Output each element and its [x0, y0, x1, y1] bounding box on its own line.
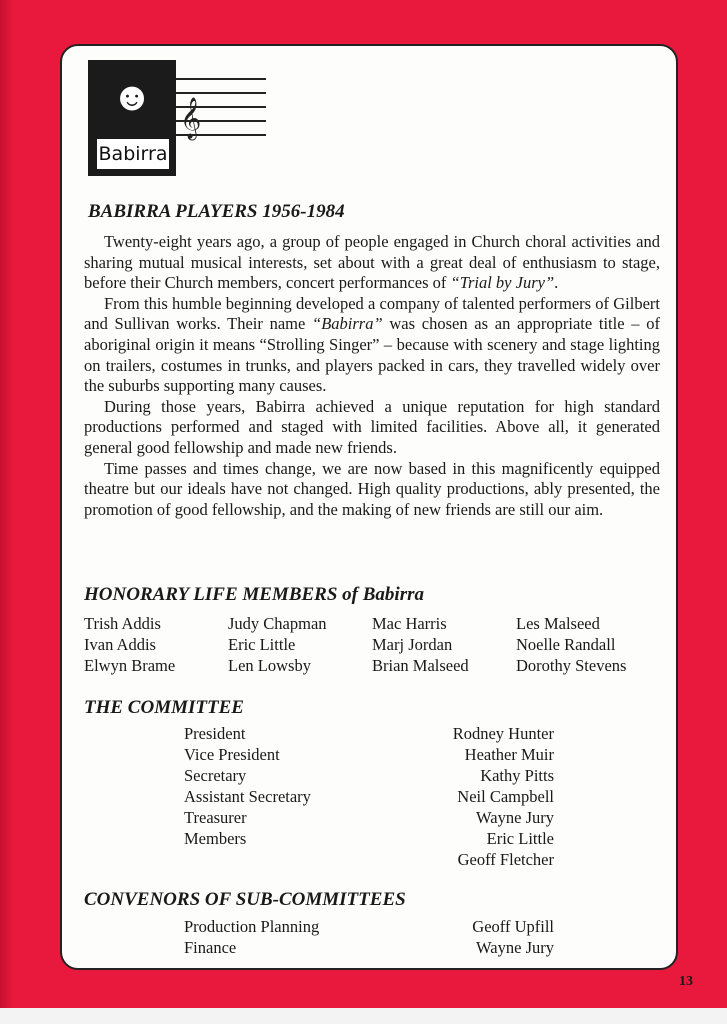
role-label: Secretary — [184, 766, 247, 785]
member-name: Dorothy Stevens — [516, 656, 627, 675]
member-name: Brian Malseed — [372, 656, 469, 675]
scan-margin — [0, 1008, 727, 1024]
convenors-list — [184, 916, 554, 958]
role-label: Assistant Secretary — [184, 787, 311, 806]
committee-list — [184, 723, 554, 870]
member-name: Eric Little — [228, 635, 296, 654]
member-name: Len Lowsby — [228, 656, 311, 675]
role-label: Production Planning — [184, 917, 320, 936]
member-name: Trish Addis — [84, 614, 161, 633]
person-name: Geoff Fletcher — [457, 850, 554, 869]
role-label: Treasurer — [184, 808, 247, 827]
committee-row — [184, 786, 554, 807]
page-number: 13 — [679, 974, 693, 989]
committee-row — [184, 765, 554, 786]
convenors-row — [184, 937, 554, 958]
member-name: Noelle Randall — [516, 635, 616, 654]
member-name: Mac Harris — [372, 614, 447, 633]
member-row — [84, 655, 660, 676]
role-label: Vice President — [184, 745, 280, 764]
babirra-logo — [88, 60, 266, 176]
committee-row — [184, 849, 554, 870]
member-row — [84, 613, 660, 634]
committee-row — [184, 723, 554, 744]
committee-heading: THE COMMITTEE — [84, 697, 244, 718]
person-name: Heather Muir — [464, 745, 554, 764]
page-binding-edge — [0, 0, 14, 1024]
honorary-members-list — [84, 613, 660, 676]
member-row — [84, 634, 660, 655]
page-title: BABIRRA PLAYERS 1956-1984 — [88, 201, 345, 222]
honorary-heading-text: HONORARY LIFE MEMBERS of Babirra — [84, 584, 424, 605]
convenors-heading: CONVENORS OF SUB-COMMITTEES — [84, 889, 406, 910]
person-name: Wayne Jury — [476, 808, 554, 827]
committee-row — [184, 828, 554, 849]
member-name: Les Malseed — [516, 614, 600, 633]
role-label: Finance — [184, 938, 237, 957]
treble-clef-icon: 𝄞 — [180, 98, 202, 138]
convenors-row — [184, 916, 554, 937]
person-name: Neil Campbell — [457, 787, 554, 806]
history-text — [84, 232, 660, 520]
paragraph: During those years, Babirra achieved a unique reputation for high standard productions performed and staged with limited facilities. Above all, it generated general good fellowship and made new friends. — [84, 396, 660, 457]
honorary-members-heading — [84, 584, 424, 606]
paragraph: Time passes and times change, we are now based in this magnificently equipped theatre but our ideals have not changed. High quality productions, ably presented, the promotion of good fellowship, and the making of new friends are still our aim. — [84, 458, 660, 519]
role-label: Members — [184, 829, 247, 848]
member-name: Elwyn Brame — [84, 656, 176, 675]
paragraph: Twenty-eight years ago, a group of people engaged in Church choral activities and sharing mutual musical interests, set about with a great deal of enthusiasm to stage, before their Church members, concert performances of “Trial by Jury”. — [84, 232, 660, 293]
theatre-masks-icon: ☻ — [110, 74, 154, 119]
paragraph: From this humble beginning developed a company of talented performers of Gilbert and Sullivan works. Their name “Babirra” was chosen as an appropriate title – of aboriginal origin it means “Strolling Singer” – because with scenery and stage lighting on trailers, costumes in trunks, and players packed in cars, they travelled widely over the suburbs supporting many causes. — [84, 293, 660, 396]
role-label: President — [184, 724, 246, 743]
person-name: Rodney Hunter — [452, 724, 554, 743]
member-name: Ivan Addis — [84, 635, 156, 654]
member-name: Judy Chapman — [228, 614, 327, 633]
logo-wordmark: Babirra — [96, 138, 170, 170]
member-name: Marj Jordan — [372, 635, 453, 654]
committee-row — [184, 807, 554, 828]
committee-row — [184, 744, 554, 765]
person-name: Eric Little — [486, 829, 554, 848]
person-name: Kathy Pitts — [480, 766, 554, 785]
person-name: Wayne Jury — [476, 938, 554, 957]
person-name: Geoff Upfill — [472, 917, 554, 936]
